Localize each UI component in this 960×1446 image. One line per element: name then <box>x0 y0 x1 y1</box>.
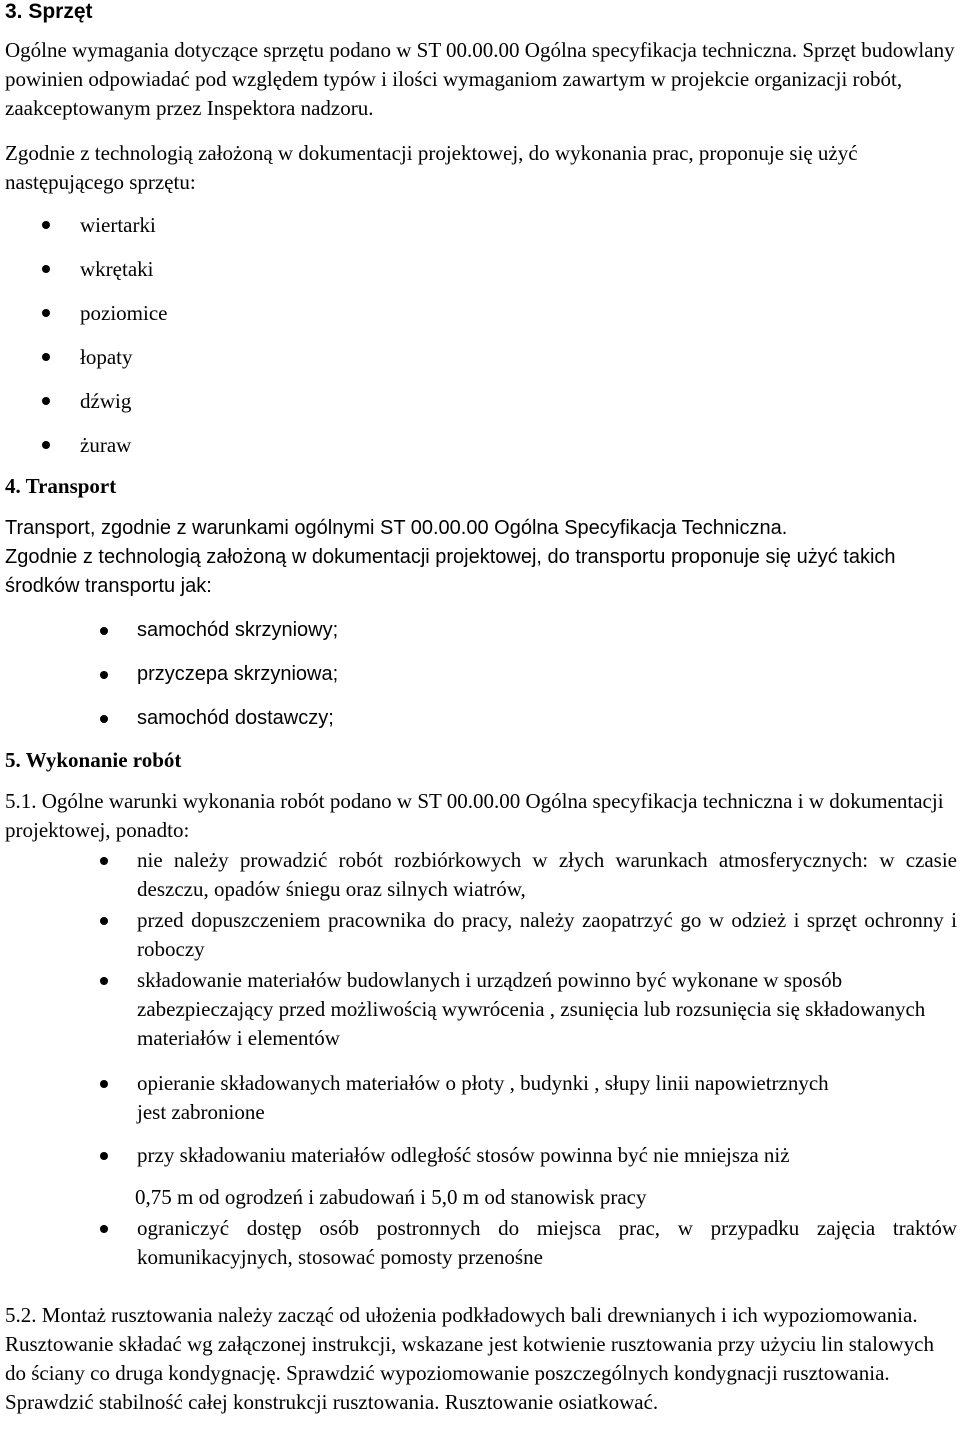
section-4-paragraph-2: Zgodnie z technologią założoną w dokumentacji projektowej, do transportu proponuje się użyć takich środków transportu jak: <box>5 546 896 597</box>
section-5-1-paragraph: 5.1. Ogólne warunki wykonania robót podano w ST 00.00.00 Ogólna specyfikacja techniczna i w dokumentacji projektowej, ponadto: <box>5 789 944 842</box>
bullet-icon <box>100 715 108 723</box>
list-item: składowanie materiałów budowlanych i urządzeń powinno być wykonane w sposób zabezpieczający przed możliwością wywrócenia , zsunięcia lub rozsunięcia się składowanych materiałów i elementów <box>5 966 960 1053</box>
bullet-icon <box>42 309 50 317</box>
heading-text: 5. Wykonanie robót <box>5 748 182 772</box>
list-item: ograniczyć dostęp osób postronnych do miejsca prac, w przypadku zajęcia traktów komunikacyjnych, stosować pomosty przenośne <box>5 1214 960 1272</box>
section-5-heading <box>5 746 181 774</box>
list-item: przy składowaniu materiałów odległość stosów powinna być nie mniejsza niż <box>5 1141 960 1170</box>
bullet-icon <box>42 397 50 405</box>
bullet-icon <box>100 1080 108 1088</box>
bullet-icon <box>100 671 108 679</box>
list-item: opieranie składowanych materiałów o płoty , budynki , słupy linii napowietrznych jest zabronione <box>5 1069 960 1127</box>
bullet-icon <box>42 221 50 229</box>
list-item: nie należy prowadzić robót rozbiórkowych w złych warunkach atmosferycznych: w czasie deszczu, opadów śniegu oraz silnych wiatrów, <box>5 846 960 904</box>
bullet-icon <box>100 1152 108 1160</box>
section-3-paragraph-2: Zgodnie z technologią założoną w dokumentacji projektowej, do wykonania prac, proponuje się użyć następującego sprzętu: <box>5 141 858 194</box>
section-5-2-paragraph: 5.2. Montaż rusztowania należy zacząć od ułożenia podkładowych bali drewnianych i ich wypoziomowania. Rusztowanie składać wg załączonej instrukcji, wskazane jest kotwienie rusztowania przy użyciu lin stalowych do ściany co druga kondygnację. Sprawdzić wypoziomowanie poszczególnych kondygnacji rusztowania. Sprawdzić stabilność całej konstrukcji rusztowania. Rusztowanie osiatkować. <box>5 1303 934 1414</box>
bullet-icon <box>42 265 50 273</box>
heading-text: 4. Transport <box>5 474 117 498</box>
bullet-icon <box>42 353 50 361</box>
bullet-icon <box>100 1225 108 1233</box>
bullet-icon <box>100 857 108 865</box>
list-item: przed dopuszczeniem pracownika do pracy, należy zaopatrzyć go w odzież i sprzęt ochronny i roboczy <box>5 906 960 964</box>
bullet-icon <box>100 977 108 985</box>
bullet-icon <box>42 441 50 449</box>
bullet-icon <box>100 627 108 635</box>
bullet-icon <box>100 917 108 925</box>
section-4-paragraph-1: Transport, zgodnie z warunkami ogólnymi ST 00.00.00 Ogólna Specyfikacja Techniczna. <box>5 517 788 539</box>
section-3-heading <box>5 0 93 24</box>
distance-requirement: 0,75 m od ogrodzeń i zabudowań i 5,0 m od stanowisk pracy <box>135 1185 647 1209</box>
section-4-heading <box>5 472 116 500</box>
heading-text: 3. Sprzęt <box>5 0 93 23</box>
section-3-paragraph-1: Ogólne wymagania dotyczące sprzętu podano w ST 00.00.00 Ogólna specyfikacja techniczna. Sprzęt budowlany powinien odpowiadać pod względem typów i ilości wymaganiom zawartym w projekcie organizacji robót, zaakceptowanym przez Inspektora nadzoru. <box>5 38 955 120</box>
